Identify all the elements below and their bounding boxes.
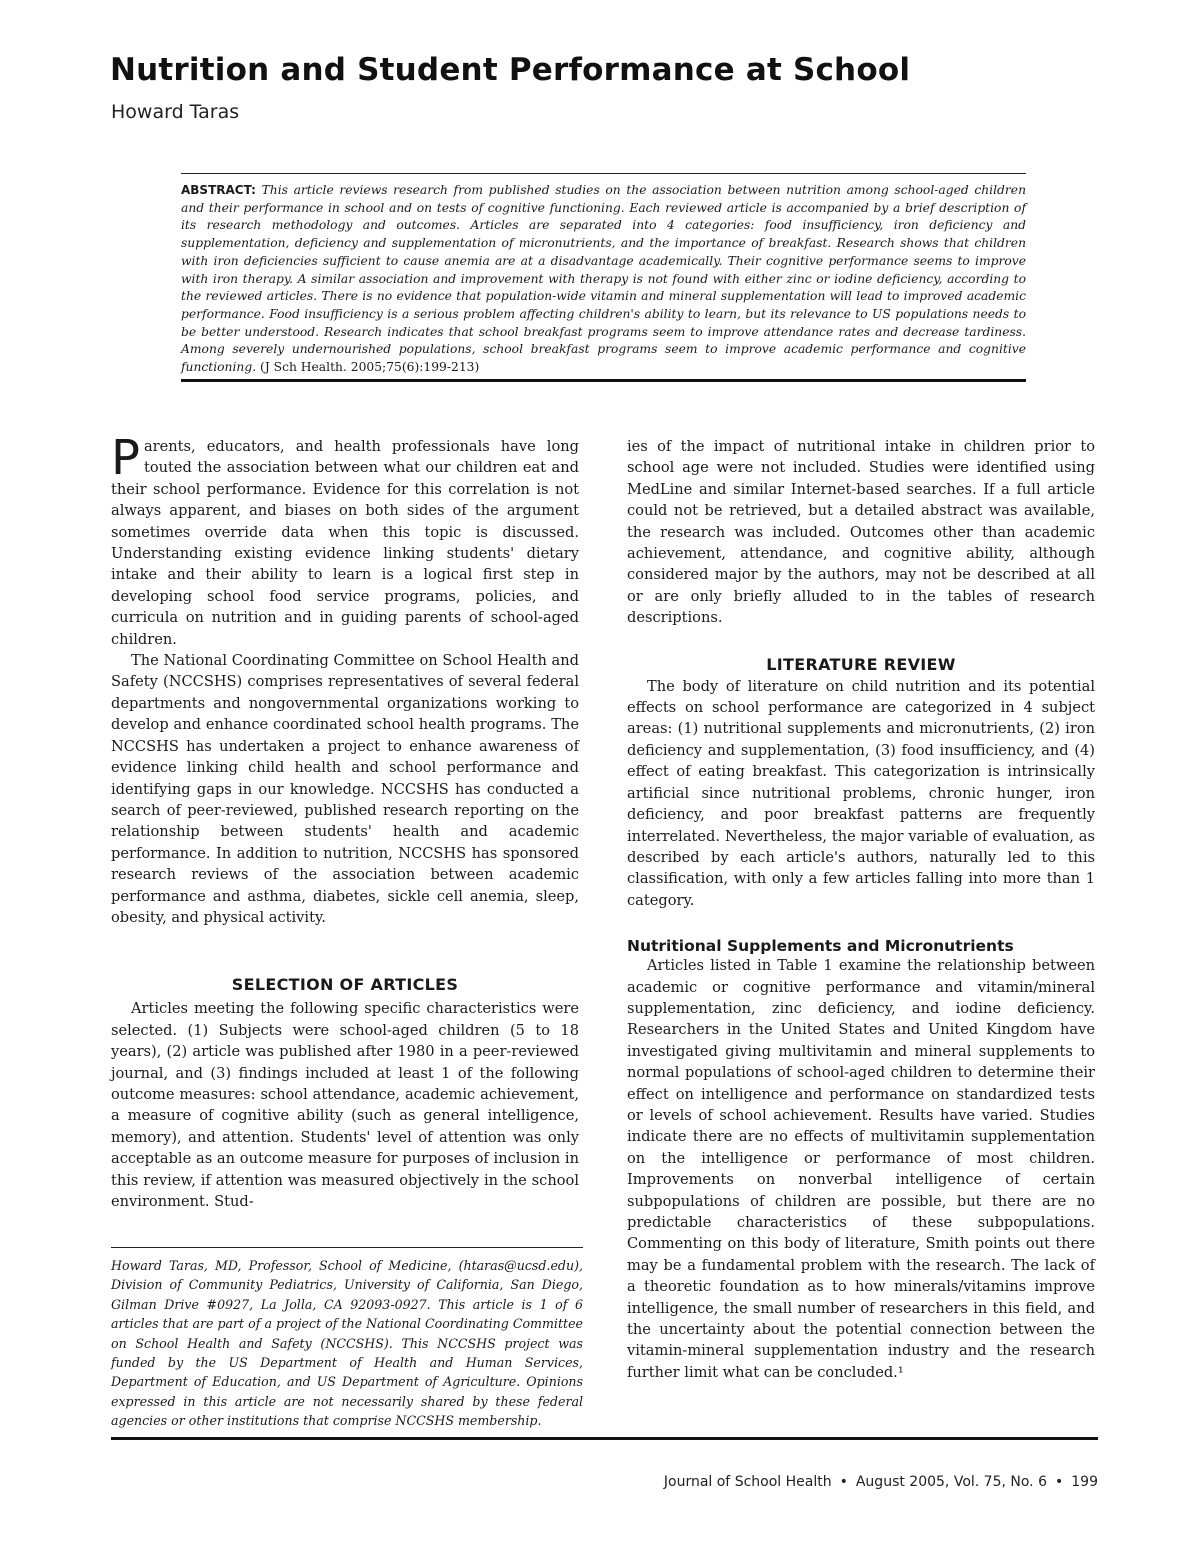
abstract-text: This article reviews research from published studies on the association between nutrition among school-aged children and their performance in school and on tests of cognitive functioning. Each reviewed article is accompanied by a brief description of its research methodology and outcomes. Articles are separated into 4 categories: food insufficiency, iron deficiency and supplementation, deficiency and supplementation of micronutrients, and the importance of breakfast. Research shows that children with iron deficiencies sufficient to cause anemia are at a disadvantage academically. Their cognitive performance seems to improve with iron therapy. A similar association and improvement with therapy is not found with either zinc or iodine deficiency, according to the reviewed articles. There is no evidence that population-wide vitamin and mineral supplementation will lead to improved academic performance. Food insufficiency is a serious problem affecting children's ability to learn, but its relevance to US populations needs to be better understood. Research indicates that school breakfast programs seem to improve attendance rates and decrease tardiness. Among severely undernourished populations, school breakfast programs seem to improve academic performance and cognitive functioning.	[181, 183, 1026, 375]
footer-bullet: •	[839, 1474, 848, 1490]
author-name: Howard Taras	[111, 101, 240, 123]
literature-paragraph-1: The body of literature on child nutrition and its potential effects on school performance are categorized in 4 subject areas: (1) nutritional supplements and micronutrients, (2) iron deficiency and supplementation, (3) food insufficiency, and (4) effect of eating breakfast. This categorization is intrinsically artificial since nutritional problems, chronic hunger, iron deficiency, and poor breakfast patterns are frequently interrelated. Nevertheless, the major variable of evaluation, as described by each article's authors, naturally led to this classification, with only a few articles falling into more than 1 category.	[627, 677, 1095, 909]
abstract-paragraph	[181, 182, 1026, 377]
literature-paragraph-2: Articles listed in Table 1 examine the relationship between academic or cognitive performance and vitamin/mineral supplementation, zinc deficiency, and iodine deficiency. Researchers in the United States and United Kingdom have investigated giving multivitamin and mineral supplements to normal populations of school-aged children to determine their effect on intelligence and performance on standardized tests or levels of school achievement. Results have varied. Studies indicate there are no effects of multivitamin supplementation on the intelligence or performance of most children. Improvements on nonverbal intelligence of certain subpopulations of children are possible, but there are no predictable characteristics of these subpopulations. Commenting on this body of literature, Smith points out there may be a fundamental problem with the research. The lack of a theoretic foundation as to how minerals/vitamins improve intelligence, the small number of researchers in this field, and the uncertainty about the potential connection between the vitamin-mineral supplementation industry and the research further limit what can be concluded.¹	[627, 957, 1095, 1381]
abstract-citation: (J Sch Health. 2005;75(6):199-213)	[260, 360, 480, 375]
intro-paragraph-2: The National Coordinating Committee on School Health and Safety (NCCSHS) comprises representatives of several federal departments and nongovernmental organizations working to develop and enhance coordinated school health programs. The NCCSHS has undertaken a project to enhance awareness of evidence linking child health and school performance and identifying gaps in our knowledge. NCCSHS has conducted a search of peer-reviewed, published research reporting on the relationship between students' health and academic performance. In addition to nutrition, NCCSHS has sponsored research reviews of the association between academic performance and asthma, diabetes, sickle cell anemia, sleep, obesity, and physical activity.	[111, 652, 579, 926]
intro-paragraph-1-text: arents, educators, and health professionals have long touted the association between what our children eat and their school performance. Evidence for this correlation is not always apparent, and biases on both sides of the argument sometimes override data when this topic is discussed. Understanding existing evidence linking students' dietary intake and their ability to learn is a logical first step in developing school food service programs, policies, and curricula on nutrition and in guiding parents of school-aged children.	[111, 438, 579, 648]
selection-paragraph-1: Articles meeting the following specific characteristics were selected. (1) Subjects were school-aged children (5 to 18 years), (2) article was published after 1980 in a peer-reviewed journal, and (3) findings included at least 1 of the following outcome measures: school attendance, academic achievement, a measure of cognitive ability (such as general intelligence, memory), and attention. Students' level of attention was only acceptable as an outcome measure for purposes of inclusion in this review, if attention was measured objectively in the school environment. Stud-	[111, 1000, 579, 1210]
abstract-label: ABSTRACT:	[181, 183, 256, 197]
journal-name: Journal of School Health	[663, 1474, 832, 1490]
selection-paragraph-continued: ies of the impact of nutritional intake in children prior to school age were not included. Studies were identified using MedLine and similar Internet-based searches. If a full article could not be retrieved, but a detailed abstract was available, the research was included. Outcomes other than academic achievement, attendance, and cognitive ability, although considered major by the authors, may not be described at all or are only briefly alluded to in the tables of research descriptions.	[627, 438, 1095, 627]
nutritional-supplements-subheading: Nutritional Supplements and Micronutrients	[627, 937, 1014, 956]
page-number: 199	[1071, 1474, 1098, 1490]
literature-heading: LITERATURE REVIEW	[766, 654, 956, 674]
footer-bullet: •	[1055, 1474, 1064, 1490]
left-column	[111, 430, 579, 1212]
page-bottom-rule	[111, 1437, 1098, 1440]
selection-heading: SELECTION OF ARTICLES	[231, 975, 459, 995]
issue-info: August 2005, Vol. 75, No. 6	[855, 1474, 1047, 1490]
right-column	[627, 436, 1095, 1383]
article-title: Nutrition and Student Performance at School	[110, 52, 911, 88]
footnote-divider	[111, 1247, 583, 1248]
drop-cap: P	[111, 430, 140, 486]
abstract-box	[181, 173, 1026, 382]
intro-paragraph-1	[111, 430, 579, 650]
page-footer	[664, 1474, 1098, 1490]
author-footnote: Howard Taras, MD, Professor, School of Medicine, (htaras@ucsd.edu), Division of Community Pediatrics, University of California, San Diego, Gilman Drive #0927, La Jolla, CA 92093-0927. This article is 1 of 6 articles that are part of a project of the National Coordinating Committee on School Health and Safety (NCCSHS). This NCCSHS project was funded by the US Department of Health and Human Services, Department of Education, and US Department of Agriculture. Opinions expressed in this article are not necessarily shared by these federal agencies or other institutions that comprise NCCSHS membership.	[111, 1258, 583, 1429]
